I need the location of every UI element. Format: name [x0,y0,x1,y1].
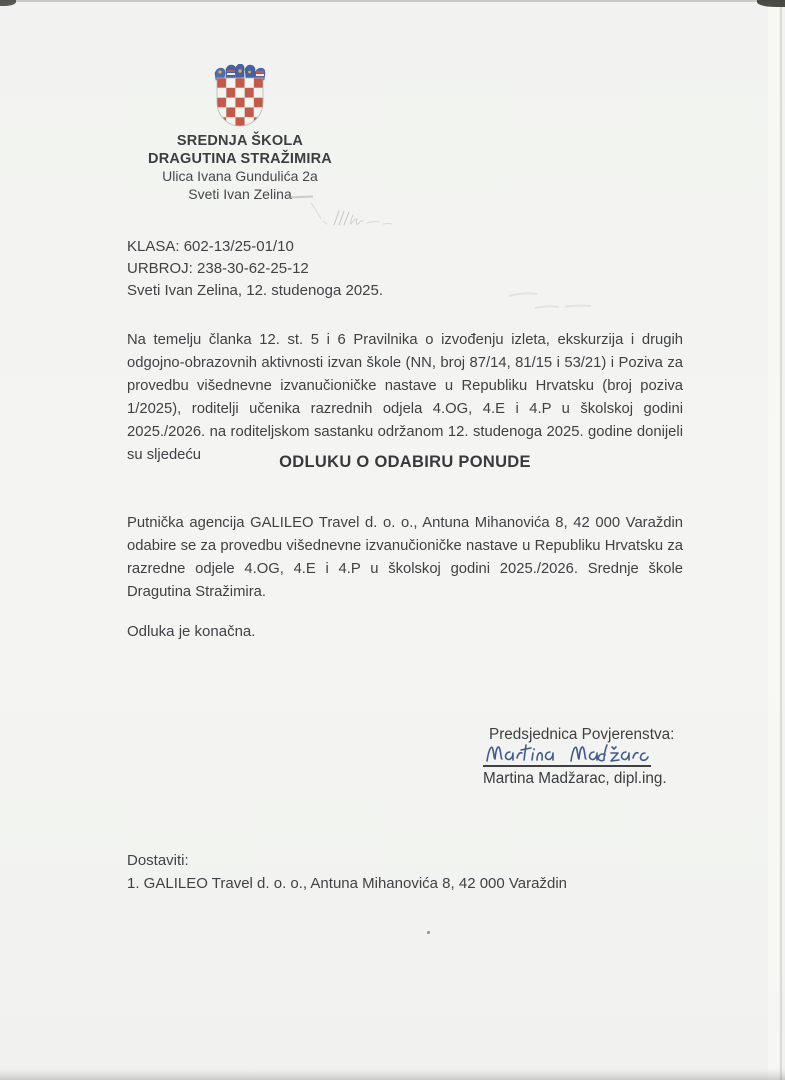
urbroj-number: URBROJ: 238-30-62-25-12 [127,260,309,277]
school-address-city: Sveti Ivan Zelina [188,185,292,202]
school-name-line1: SREDNJA ŠKOLA [176,133,304,149]
scan-speck [427,931,430,934]
scan-top-edge [0,0,785,2]
reference-block [127,236,383,302]
scan-bottom-shadow [0,1068,785,1080]
finality-statement: Odluka je konačna. [127,623,256,640]
decision-paragraph: Putnička agencija GALILEO Travel d. o. o., Antuna Mihanovića 8, 42 000 Varaždin odabire se za provedbu višednevne izvanučioničke nastave u Republiku Hrvatsku za razredne odjele 4.OG, 4.E i 4.P u školskoj godini 2025./2026. Srednje škole Dragutina Stražimira. [127,515,683,600]
distribution-label: Dostaviti: [127,852,189,869]
distribution-block [127,850,567,895]
school-name-line2: DRAGUTINA STRAŽIMIRA [148,150,332,167]
signatory-typed-name: Martina Madžarac, dipl.ing. [483,770,667,787]
place-and-date: Sveti Ivan Zelina, 12. studenoga 2025. [127,282,384,299]
signature-underline [483,765,651,767]
klasa-number: KLASA: 602-13/25-01/10 [127,238,294,255]
distribution-item: 1. GALILEO Travel d. o. o., Antuna Mihanovića 8, 42 000 Varaždin [127,874,567,892]
scan-right-edge [768,0,779,1080]
handwritten-signature [483,736,651,768]
document-title: ODLUKU O ODABIRU PONUDE [279,453,531,471]
preamble-paragraph: Na temelju članka 12. st. 5 i 6 Pravilnika o izvođenju izleta, ekskurzija i drugih odgojno-obrazovnih aktivnosti izvan škole (NN, broj 87/14, 81/15 i 53/21) i Poziva za provedbu višednevne izvanučioničke nastave u Republiku Hrvatsku (broj poziva 1/2025), roditelji učenika razrednih odjela 4.OG, 4.E i 4.P u školskoj godini 2025./2026. na roditeljskom sastanku održanom 12. studenoga 2025. godine donijeli su sljedeću [127,332,683,463]
scan-right-edge-line [780,0,782,1080]
scan-corner-top-left [0,0,16,6]
faint-smudge [505,288,595,314]
scan-corner-top-right [757,0,785,7]
letterhead [0,64,480,203]
signatory-role: Predsjednica Povjerenstva: [489,726,675,743]
croatian-coat-of-arms-icon [212,64,268,128]
pencil-scribble-mark [293,199,421,237]
school-address-street: Ulica Ivana Gundulića 2a [162,168,318,184]
